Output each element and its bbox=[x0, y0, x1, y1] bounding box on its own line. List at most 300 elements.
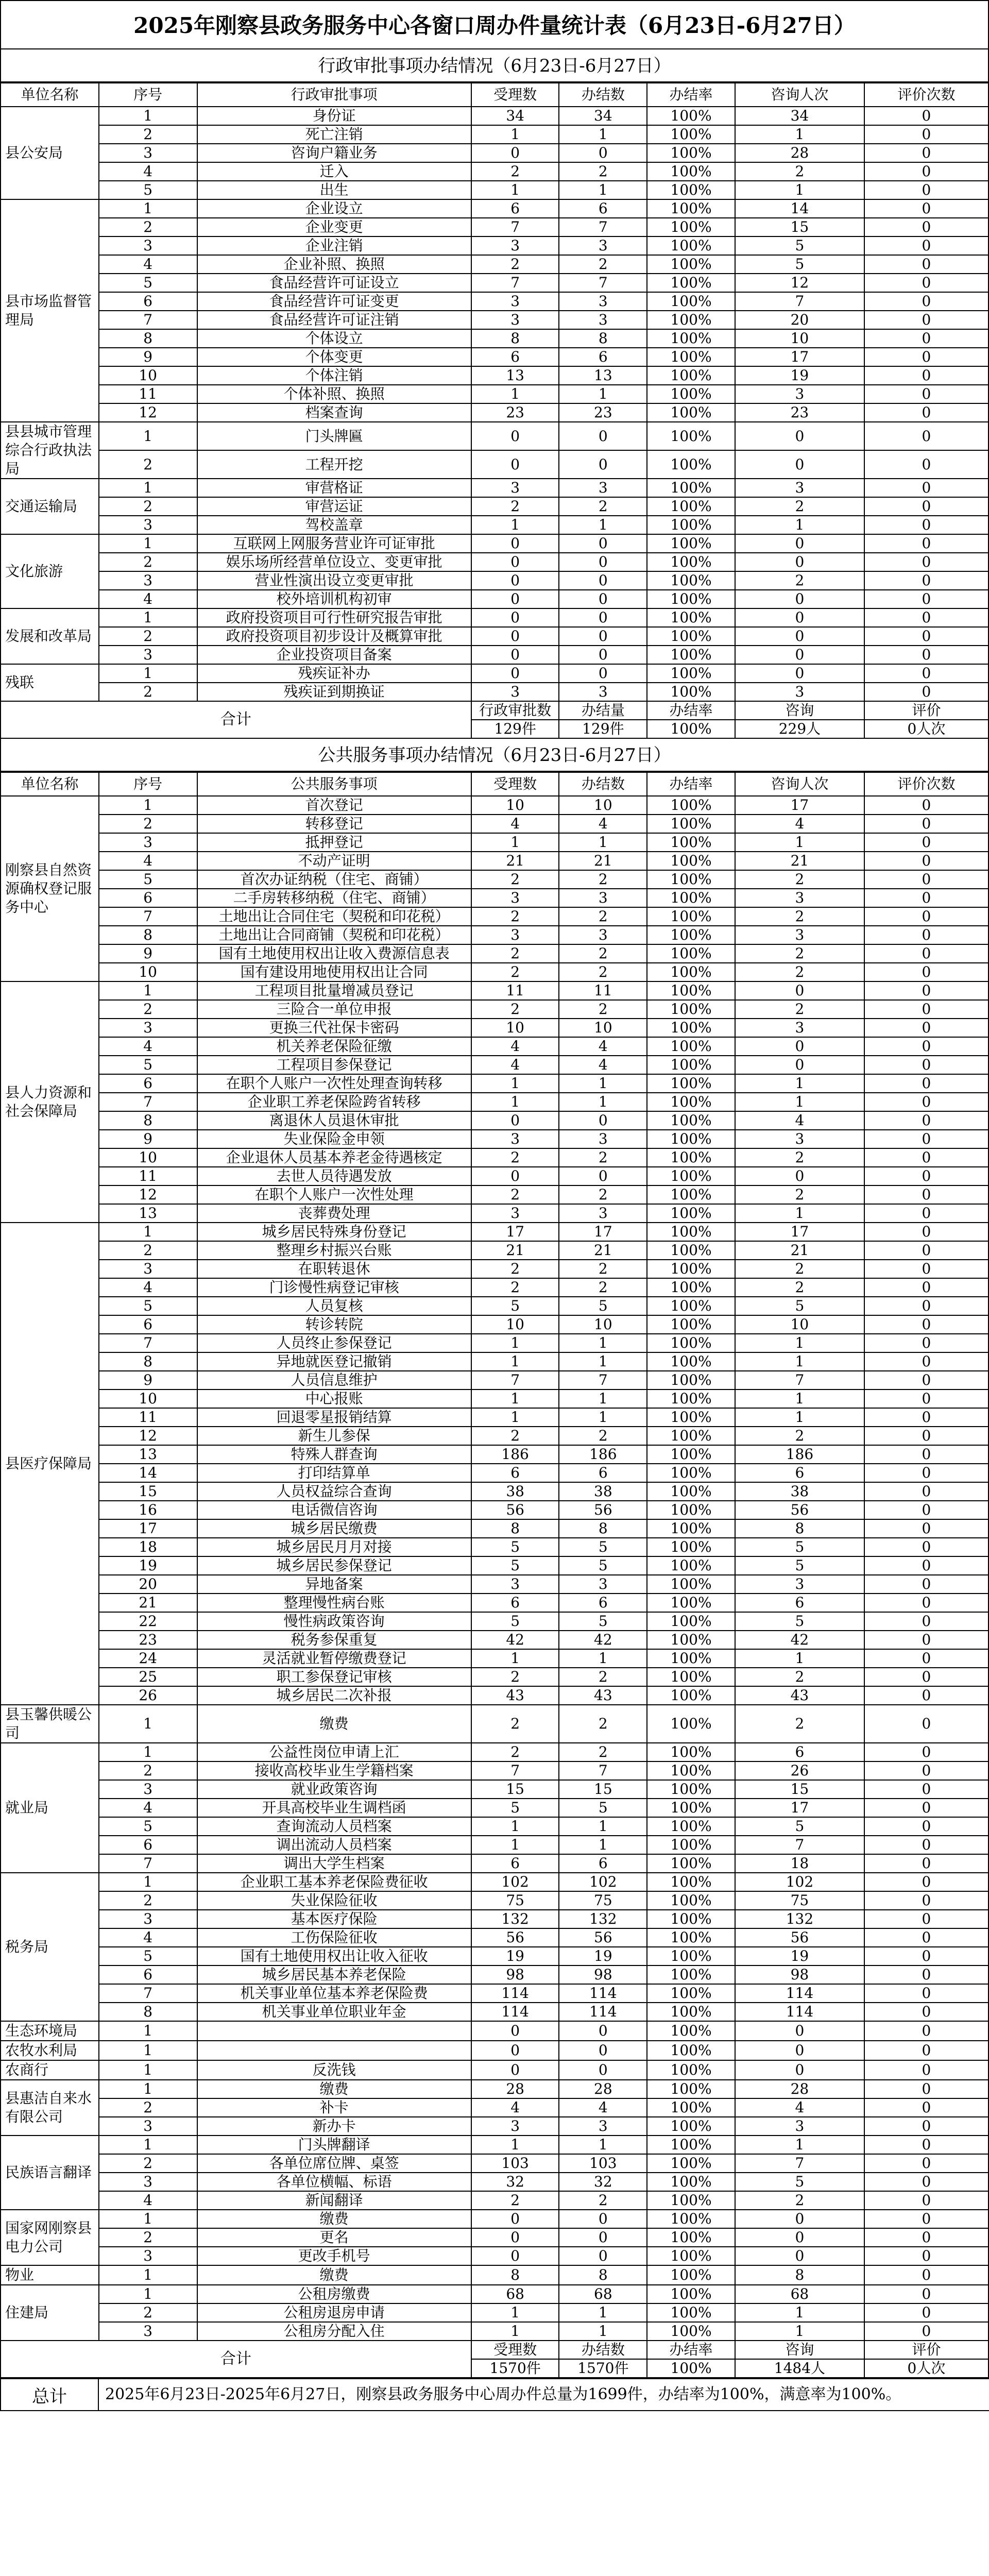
row-index: 2 bbox=[99, 2303, 197, 2322]
completion-rate: 100% bbox=[647, 1854, 735, 1873]
completed-count: 23 bbox=[559, 403, 647, 422]
item-name: 查询流动人员档案 bbox=[197, 1817, 471, 1836]
completion-rate: 100% bbox=[647, 1297, 735, 1315]
consult-count: 186 bbox=[735, 1445, 864, 1464]
review-count: 0 bbox=[864, 236, 988, 255]
accepted-count: 8 bbox=[471, 329, 559, 348]
row-index: 11 bbox=[99, 1408, 197, 1427]
item-name: 土地出让合同商铺（契税和印花税） bbox=[197, 926, 471, 944]
completed-count: 3 bbox=[559, 889, 647, 907]
row-index: 3 bbox=[99, 833, 197, 852]
completed-count: 102 bbox=[559, 1873, 647, 1891]
item-name: 整理乡村振兴台账 bbox=[197, 1241, 471, 1260]
completed-count: 0 bbox=[559, 1111, 647, 1130]
completed-count: 3 bbox=[559, 1130, 647, 1148]
table-row bbox=[1, 329, 988, 348]
consult-count: 28 bbox=[735, 144, 864, 162]
row-index: 2 bbox=[99, 1241, 197, 1260]
item-name: 更名 bbox=[197, 2228, 471, 2247]
table-row bbox=[1, 590, 988, 608]
consult-count: 26 bbox=[735, 1761, 864, 1780]
accepted-count: 6 bbox=[471, 348, 559, 366]
row-index: 10 bbox=[99, 366, 197, 385]
consult-count: 0 bbox=[735, 2021, 864, 2041]
completed-count: 7 bbox=[559, 1761, 647, 1780]
consult-count: 0 bbox=[735, 2060, 864, 2080]
table-row bbox=[1, 1464, 988, 1482]
row-index: 9 bbox=[99, 1130, 197, 1148]
table-row bbox=[1, 2080, 988, 2098]
consult-count: 68 bbox=[735, 2285, 864, 2303]
item-name: 校外培训机构初审 bbox=[197, 590, 471, 608]
row-index: 3 bbox=[99, 1019, 197, 1037]
item-name: 抵押登记 bbox=[197, 833, 471, 852]
item-name: 城乡居民特殊身份登记 bbox=[197, 1223, 471, 1241]
item-name: 企业注销 bbox=[197, 236, 471, 255]
row-index: 10 bbox=[99, 1389, 197, 1408]
row-index: 1 bbox=[99, 796, 197, 815]
completion-rate: 100% bbox=[647, 2247, 735, 2265]
accepted-count: 4 bbox=[471, 1056, 559, 1074]
completion-rate: 100% bbox=[647, 1928, 735, 1947]
completion-rate: 100% bbox=[647, 2191, 735, 2210]
column-header: 咨询人次 bbox=[735, 772, 864, 796]
item-name: 驾校盖章 bbox=[197, 516, 471, 534]
item-name: 转诊转院 bbox=[197, 1315, 471, 1334]
total-value: 100% bbox=[647, 2359, 735, 2378]
completion-rate: 100% bbox=[647, 1352, 735, 1371]
completion-rate: 100% bbox=[647, 796, 735, 815]
accepted-count: 19 bbox=[471, 1947, 559, 1965]
unit-name: 刚察县自然资源确权登记服务中心 bbox=[1, 796, 99, 981]
unit-name: 县人力资源和社会保障局 bbox=[1, 981, 99, 1223]
completion-rate: 100% bbox=[647, 1780, 735, 1799]
review-count: 0 bbox=[864, 1928, 988, 1947]
table-row bbox=[1, 833, 988, 852]
row-index: 8 bbox=[99, 926, 197, 944]
total-value: 229人 bbox=[735, 720, 864, 738]
review-count: 0 bbox=[864, 1389, 988, 1408]
consult-count: 114 bbox=[735, 2003, 864, 2021]
summary-label: 总计 bbox=[1, 2379, 98, 2411]
review-count: 0 bbox=[864, 479, 988, 497]
item-name: 工程开挖 bbox=[197, 450, 471, 479]
row-index: 10 bbox=[99, 1148, 197, 1167]
accepted-count: 5 bbox=[471, 1799, 559, 1817]
review-count: 0 bbox=[864, 329, 988, 348]
consult-count: 1 bbox=[735, 1649, 864, 1668]
completion-rate: 100% bbox=[647, 1965, 735, 1984]
unit-name: 税务局 bbox=[1, 1873, 99, 2021]
item-name: 人员终止参保登记 bbox=[197, 1334, 471, 1352]
completed-count: 4 bbox=[559, 1056, 647, 1074]
table-row bbox=[1, 1297, 988, 1315]
completion-rate: 100% bbox=[647, 815, 735, 833]
completed-count: 10 bbox=[559, 796, 647, 815]
row-index: 1 bbox=[99, 2210, 197, 2228]
table-row bbox=[1, 2154, 988, 2173]
unit-name: 物业 bbox=[1, 2265, 99, 2285]
accepted-count: 3 bbox=[471, 683, 559, 701]
completed-count: 11 bbox=[559, 981, 647, 1000]
item-name: 个体补照、换照 bbox=[197, 385, 471, 403]
row-index: 4 bbox=[99, 852, 197, 870]
consult-count: 3 bbox=[735, 683, 864, 701]
completed-count: 186 bbox=[559, 1445, 647, 1464]
accepted-count: 98 bbox=[471, 1965, 559, 1984]
completed-count: 3 bbox=[559, 479, 647, 497]
completion-rate: 100% bbox=[647, 1743, 735, 1761]
accepted-count: 2 bbox=[471, 1148, 559, 1167]
completion-rate: 100% bbox=[647, 1519, 735, 1538]
accepted-count: 3 bbox=[471, 889, 559, 907]
completed-count: 98 bbox=[559, 1965, 647, 1984]
review-count: 0 bbox=[864, 1668, 988, 1686]
table-row bbox=[1, 1556, 988, 1575]
table-row bbox=[1, 2285, 988, 2303]
review-count: 0 bbox=[864, 1074, 988, 1093]
column-header: 评价次数 bbox=[864, 772, 988, 796]
consult-count: 4 bbox=[735, 815, 864, 833]
completion-rate: 100% bbox=[647, 1464, 735, 1482]
row-index: 21 bbox=[99, 1594, 197, 1612]
consult-count: 132 bbox=[735, 1910, 864, 1928]
item-name: 整理慢性病台账 bbox=[197, 1594, 471, 1612]
item-name: 接收高校毕业生学籍档案 bbox=[197, 1761, 471, 1780]
row-index: 1 bbox=[99, 1743, 197, 1761]
consult-count: 0 bbox=[735, 590, 864, 608]
review-count: 0 bbox=[864, 944, 988, 963]
accepted-count: 8 bbox=[471, 1519, 559, 1538]
review-count: 0 bbox=[864, 292, 988, 311]
table-row bbox=[1, 1743, 988, 1761]
table-row bbox=[1, 815, 988, 833]
review-count: 0 bbox=[864, 852, 988, 870]
row-index: 11 bbox=[99, 385, 197, 403]
accepted-count: 6 bbox=[471, 1594, 559, 1612]
accepted-count: 3 bbox=[471, 2117, 559, 2136]
review-count: 0 bbox=[864, 2117, 988, 2136]
completion-rate: 100% bbox=[647, 329, 735, 348]
accepted-count: 3 bbox=[471, 1130, 559, 1148]
table-row bbox=[1, 1445, 988, 1464]
review-count: 0 bbox=[864, 516, 988, 534]
consult-count: 0 bbox=[735, 981, 864, 1000]
item-name: 首次登记 bbox=[197, 796, 471, 815]
review-count: 0 bbox=[864, 2285, 988, 2303]
completed-count: 1 bbox=[559, 125, 647, 144]
consult-count: 0 bbox=[735, 2247, 864, 2265]
accepted-count: 2 bbox=[471, 870, 559, 889]
accepted-count: 0 bbox=[471, 646, 559, 664]
table-row bbox=[1, 479, 988, 497]
consult-count: 2 bbox=[735, 907, 864, 926]
row-index: 2 bbox=[99, 553, 197, 571]
unit-name: 残联 bbox=[1, 664, 99, 701]
review-count: 0 bbox=[864, 1538, 988, 1556]
completed-count: 2 bbox=[559, 1743, 647, 1761]
review-count: 0 bbox=[864, 1649, 988, 1668]
accepted-count: 1 bbox=[471, 2136, 559, 2154]
item-name: 残疾证到期换证 bbox=[197, 683, 471, 701]
row-index: 2 bbox=[99, 450, 197, 479]
table-row bbox=[1, 422, 988, 450]
accepted-count: 17 bbox=[471, 1223, 559, 1241]
accepted-count: 1 bbox=[471, 1649, 559, 1668]
consult-count: 17 bbox=[735, 348, 864, 366]
completion-rate: 100% bbox=[647, 963, 735, 981]
review-count: 0 bbox=[864, 664, 988, 683]
review-count: 0 bbox=[864, 608, 988, 627]
completion-rate: 100% bbox=[647, 2041, 735, 2060]
completion-rate: 100% bbox=[647, 1185, 735, 1204]
completed-count: 7 bbox=[559, 274, 647, 292]
review-count: 0 bbox=[864, 1984, 988, 2003]
accepted-count: 4 bbox=[471, 1037, 559, 1056]
item-name: 各单位席位牌、桌签 bbox=[197, 2154, 471, 2173]
table-row bbox=[1, 1965, 988, 1984]
accepted-count: 21 bbox=[471, 852, 559, 870]
accepted-count: 3 bbox=[471, 236, 559, 255]
accepted-count: 1 bbox=[471, 2303, 559, 2322]
row-index: 3 bbox=[99, 516, 197, 534]
total-header: 评价 bbox=[864, 701, 988, 720]
row-index: 5 bbox=[99, 870, 197, 889]
completion-rate: 100% bbox=[647, 1019, 735, 1037]
review-count: 0 bbox=[864, 1352, 988, 1371]
completed-count: 6 bbox=[559, 199, 647, 218]
completion-rate: 100% bbox=[647, 403, 735, 422]
completed-count: 0 bbox=[559, 2060, 647, 2080]
accepted-count: 42 bbox=[471, 1631, 559, 1649]
completion-rate: 100% bbox=[647, 1167, 735, 1185]
total-header: 办结量 bbox=[559, 701, 647, 720]
consult-count: 0 bbox=[735, 534, 864, 553]
accepted-count: 3 bbox=[471, 1204, 559, 1223]
completed-count: 7 bbox=[559, 218, 647, 236]
review-count: 0 bbox=[864, 2080, 988, 2098]
table-row bbox=[1, 1873, 988, 1891]
consult-count: 7 bbox=[735, 292, 864, 311]
completion-rate: 100% bbox=[647, 889, 735, 907]
accepted-count: 1 bbox=[471, 833, 559, 852]
row-index: 3 bbox=[99, 2117, 197, 2136]
row-index: 2 bbox=[99, 125, 197, 144]
row-index: 4 bbox=[99, 590, 197, 608]
total-value: 1570件 bbox=[559, 2359, 647, 2378]
consult-count: 17 bbox=[735, 1223, 864, 1241]
consult-count: 0 bbox=[735, 422, 864, 450]
unit-name: 县市场监督管理局 bbox=[1, 199, 99, 422]
item-name: 就业政策咨询 bbox=[197, 1780, 471, 1799]
item-name: 迁入 bbox=[197, 162, 471, 181]
completed-count: 2 bbox=[559, 1148, 647, 1167]
completion-rate: 100% bbox=[647, 870, 735, 889]
consult-count: 19 bbox=[735, 1947, 864, 1965]
row-index: 1 bbox=[99, 2080, 197, 2098]
accepted-count: 1 bbox=[471, 2322, 559, 2341]
completion-rate: 100% bbox=[647, 1836, 735, 1854]
item-name: 补卡 bbox=[197, 2098, 471, 2117]
accepted-count: 1 bbox=[471, 1836, 559, 1854]
consult-count: 18 bbox=[735, 1854, 864, 1873]
item-name: 开具高校毕业生调档函 bbox=[197, 1799, 471, 1817]
completed-count: 4 bbox=[559, 815, 647, 833]
unit-name: 县医疗保障局 bbox=[1, 1223, 99, 1705]
table-row bbox=[1, 664, 988, 683]
row-index: 4 bbox=[99, 1278, 197, 1297]
review-count: 0 bbox=[864, 2210, 988, 2228]
review-count: 0 bbox=[864, 1241, 988, 1260]
total-header: 咨询 bbox=[735, 701, 864, 720]
review-count: 0 bbox=[864, 1780, 988, 1799]
completion-rate: 100% bbox=[647, 311, 735, 329]
row-index: 4 bbox=[99, 162, 197, 181]
completion-rate: 100% bbox=[647, 2322, 735, 2341]
row-index: 3 bbox=[99, 2247, 197, 2265]
item-name: 在职个人账户一次性处理查询转移 bbox=[197, 1074, 471, 1093]
row-index: 18 bbox=[99, 1538, 197, 1556]
table-row bbox=[1, 627, 988, 646]
item-name: 职工参保登记审核 bbox=[197, 1668, 471, 1686]
total-value: 1570件 bbox=[471, 2359, 559, 2378]
row-index: 2 bbox=[99, 2228, 197, 2247]
total-value: 1484人 bbox=[735, 2359, 864, 2378]
review-count: 0 bbox=[864, 403, 988, 422]
accepted-count: 15 bbox=[471, 1780, 559, 1799]
header-row bbox=[1, 83, 988, 107]
table-row bbox=[1, 255, 988, 274]
consult-count: 1 bbox=[735, 1408, 864, 1427]
item-name: 调出大学生档案 bbox=[197, 1854, 471, 1873]
review-count: 0 bbox=[864, 2322, 988, 2341]
table-row bbox=[1, 1111, 988, 1130]
review-count: 0 bbox=[864, 1297, 988, 1315]
completed-count: 0 bbox=[559, 590, 647, 608]
accepted-count: 5 bbox=[471, 1556, 559, 1575]
public-section-title: 公共服务事项办结情况（6月23日-6月27日） bbox=[0, 739, 989, 772]
completion-rate: 100% bbox=[647, 1278, 735, 1297]
row-index: 5 bbox=[99, 1297, 197, 1315]
consult-count: 3 bbox=[735, 926, 864, 944]
accepted-count: 5 bbox=[471, 1538, 559, 1556]
completed-count: 132 bbox=[559, 1910, 647, 1928]
accepted-count: 10 bbox=[471, 1019, 559, 1037]
consult-count: 2 bbox=[735, 1260, 864, 1278]
completion-rate: 100% bbox=[647, 236, 735, 255]
consult-count: 1 bbox=[735, 1334, 864, 1352]
completion-rate: 100% bbox=[647, 852, 735, 870]
completed-count: 10 bbox=[559, 1019, 647, 1037]
item-name: 工程项目批量增减员登记 bbox=[197, 981, 471, 1000]
item-name: 食品经营许可证注销 bbox=[197, 311, 471, 329]
completion-rate: 100% bbox=[647, 608, 735, 627]
completed-count: 8 bbox=[559, 329, 647, 348]
completed-count: 0 bbox=[559, 627, 647, 646]
accepted-count: 2 bbox=[471, 1185, 559, 1204]
accepted-count: 1 bbox=[471, 125, 559, 144]
table-row bbox=[1, 1427, 988, 1445]
accepted-count: 114 bbox=[471, 2003, 559, 2021]
table-row bbox=[1, 1130, 988, 1148]
completion-rate: 100% bbox=[647, 1575, 735, 1594]
accepted-count: 7 bbox=[471, 1371, 559, 1389]
table-row bbox=[1, 1799, 988, 1817]
table-row bbox=[1, 944, 988, 963]
review-count: 0 bbox=[864, 1501, 988, 1519]
accepted-count: 2 bbox=[471, 162, 559, 181]
item-name: 公益性岗位申请上汇 bbox=[197, 1743, 471, 1761]
table-row bbox=[1, 2210, 988, 2228]
item-name: 异地就医登记撤销 bbox=[197, 1352, 471, 1371]
consult-count: 23 bbox=[735, 403, 864, 422]
item-name: 机关事业单位职业年金 bbox=[197, 2003, 471, 2021]
consult-count: 114 bbox=[735, 1984, 864, 2003]
review-count: 0 bbox=[864, 1445, 988, 1464]
item-name: 电话微信咨询 bbox=[197, 1501, 471, 1519]
accepted-count: 7 bbox=[471, 274, 559, 292]
completion-rate: 100% bbox=[647, 2285, 735, 2303]
consult-count: 2 bbox=[735, 162, 864, 181]
review-count: 0 bbox=[864, 926, 988, 944]
row-index: 15 bbox=[99, 1482, 197, 1501]
column-header: 受理数 bbox=[471, 83, 559, 107]
row-index: 3 bbox=[99, 2173, 197, 2191]
table-row bbox=[1, 1334, 988, 1352]
review-count: 0 bbox=[864, 833, 988, 852]
row-index: 2 bbox=[99, 627, 197, 646]
row-index: 2 bbox=[99, 1000, 197, 1019]
table-row bbox=[1, 1315, 988, 1334]
accepted-count: 6 bbox=[471, 1464, 559, 1482]
completion-rate: 100% bbox=[647, 2080, 735, 2098]
item-name: 不动产证明 bbox=[197, 852, 471, 870]
completed-count: 21 bbox=[559, 1241, 647, 1260]
row-index: 6 bbox=[99, 1965, 197, 1984]
row-index: 8 bbox=[99, 329, 197, 348]
consult-count: 5 bbox=[735, 2173, 864, 2191]
item-name: 人员权益综合查询 bbox=[197, 1482, 471, 1501]
item-name: 特殊人群查询 bbox=[197, 1445, 471, 1464]
completed-count: 1 bbox=[559, 1352, 647, 1371]
table-row bbox=[1, 534, 988, 553]
row-index: 7 bbox=[99, 1093, 197, 1111]
row-index: 6 bbox=[99, 1836, 197, 1854]
completed-count: 0 bbox=[559, 2041, 647, 2060]
completion-rate: 100% bbox=[647, 1000, 735, 1019]
item-name: 机关事业单位基本养老保险费 bbox=[197, 1984, 471, 2003]
completion-rate: 100% bbox=[647, 1631, 735, 1649]
review-count: 0 bbox=[864, 2154, 988, 2173]
row-index: 1 bbox=[99, 2041, 197, 2060]
unit-name: 县公安局 bbox=[1, 107, 99, 199]
consult-count: 5 bbox=[735, 255, 864, 274]
completion-rate: 100% bbox=[647, 125, 735, 144]
review-count: 0 bbox=[864, 311, 988, 329]
table-row bbox=[1, 2041, 988, 2060]
unit-name: 就业局 bbox=[1, 1743, 99, 1873]
completion-rate: 100% bbox=[647, 2136, 735, 2154]
accepted-count: 0 bbox=[471, 2041, 559, 2060]
row-index: 7 bbox=[99, 1984, 197, 2003]
item-name bbox=[197, 2041, 471, 2060]
accepted-count: 3 bbox=[471, 311, 559, 329]
row-index: 9 bbox=[99, 348, 197, 366]
review-count: 0 bbox=[864, 534, 988, 553]
item-name: 城乡居民参保登记 bbox=[197, 1556, 471, 1575]
review-count: 0 bbox=[864, 181, 988, 199]
completed-count: 3 bbox=[559, 236, 647, 255]
